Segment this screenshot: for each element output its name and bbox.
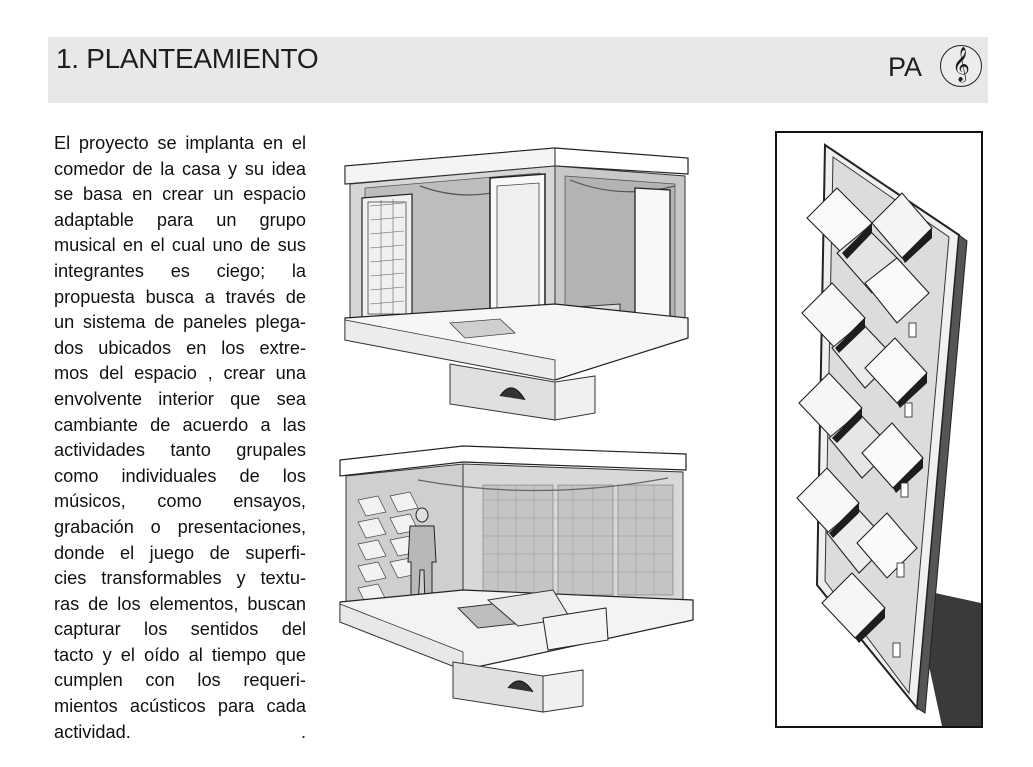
folding-panel-drawing: [777, 133, 981, 726]
body-line: dos ubicados en los extre-: [54, 337, 306, 358]
body-line: ras de los elementos, buscan: [54, 593, 306, 614]
body-line: musical en el cual uno de sus: [54, 235, 306, 256]
body-line: capturar los sentidos del: [54, 619, 306, 640]
body-last-mark: .: [300, 721, 306, 742]
section-code: PA: [887, 52, 922, 82]
body-line: como individuales de los: [54, 465, 306, 486]
body-line: comedor de la casa y su idea: [54, 158, 306, 179]
body-last-word: actividad.: [54, 721, 131, 742]
body-line: músicos, como ensayos,: [54, 491, 306, 512]
description-text: [54, 131, 306, 745]
room-render-windows: [340, 128, 690, 428]
treble-clef-icon: 𝄞: [940, 45, 982, 87]
body-line: actividades tanto grupales: [54, 440, 306, 461]
body-line: propuesta busca a través de: [54, 286, 306, 307]
body-line: tacto y el oído al tiempo que: [54, 644, 306, 665]
body-line: mos del espacio , crear una: [54, 363, 306, 384]
body-line: mientos acústicos para cada: [54, 696, 306, 717]
body-line-last: [54, 720, 306, 746]
body-line: se basa en crear un espacio: [54, 184, 306, 205]
body-line: adaptable para un grupo: [54, 209, 306, 230]
body-line: cumplen con los requeri-: [54, 670, 306, 691]
panel-detail-frame: [775, 131, 983, 728]
body-line: integrantes es ciego; la: [54, 260, 306, 281]
header-bar: [48, 37, 988, 103]
body-line: cies transformables y textu-: [54, 568, 306, 589]
page-title: 1. PLANTEAMIENTO: [56, 43, 319, 74]
body-line: donde el juego de superfi-: [54, 542, 306, 563]
body-line: envolvente interior que sea: [54, 388, 306, 409]
room-render-panels: [338, 440, 698, 720]
body-line: El proyecto se implanta en el: [54, 133, 306, 153]
body-line: grabación o presentaciones,: [54, 516, 306, 537]
body-line: cambiante de acuerdo a las: [54, 414, 306, 435]
body-line: un sistema de paneles plega-: [54, 312, 306, 333]
